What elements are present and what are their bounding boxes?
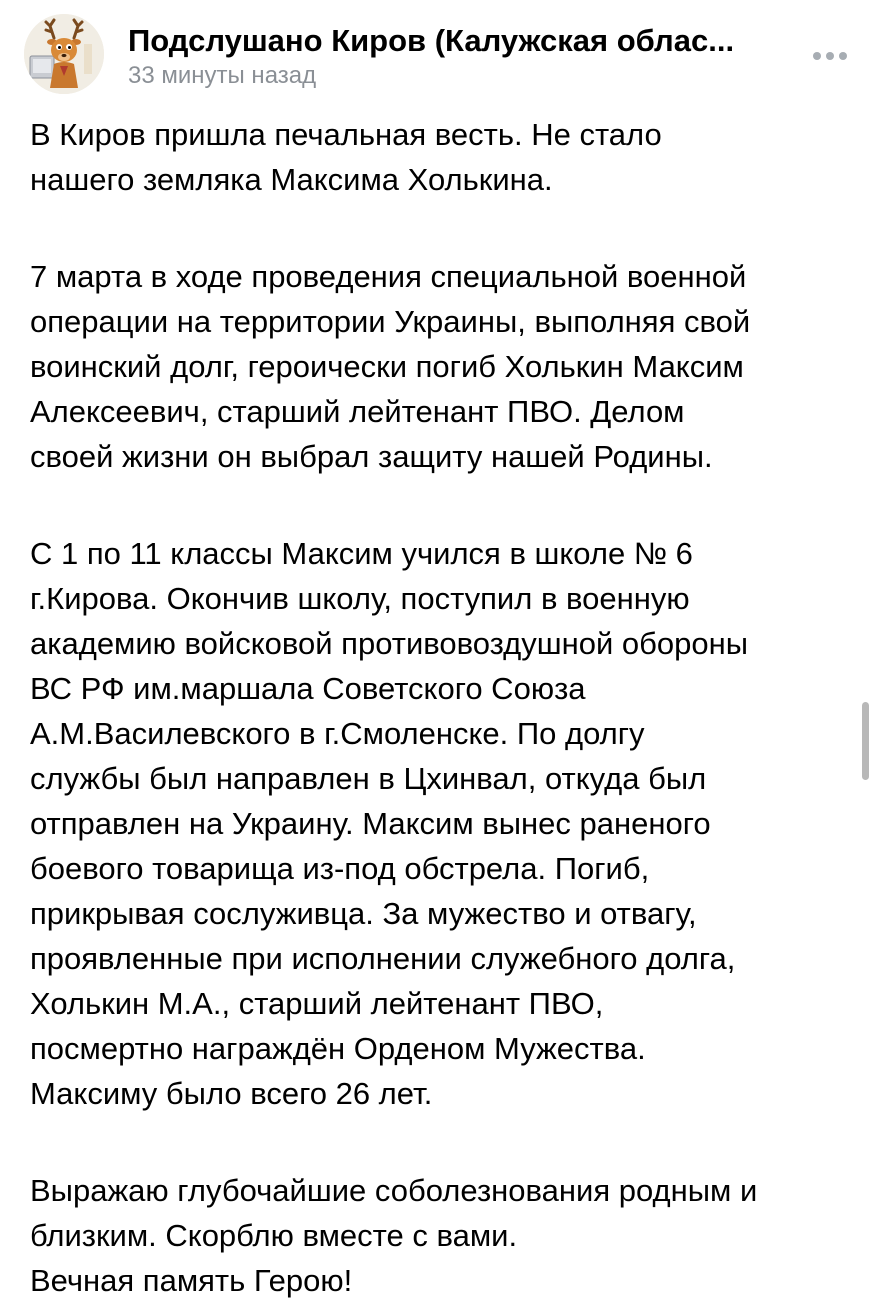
post-paragraph: С 1 по 11 классы Максим учился в школе № 6 г.Кирова. Окончив школу, поступил в военную академию войсковой противовоздушной обороны ВС РФ им.маршала Советского Союза А.М.Василевского в г.Смоленске. По долгу службы был направлен в Цхинвал, откуда был отправлен на Украину. Максим вынес раненого боевого товарища из-под обстрела. Погиб, прикрывая сослуживца. За мужество и отвагу, проявленные при исполнении служебного долга, Холькин М.А., старший лейтенант ПВО, посмертно награждён Орденом Мужества. Максиму было всего 26 лет.: [30, 536, 749, 1111]
post-paragraph: В Киров пришла печальная весть. Не стало нашего земляка Максима Холькина.: [30, 117, 662, 197]
group-avatar[interactable]: [24, 14, 104, 94]
more-horizontal-icon-dot: [826, 52, 834, 60]
deer-mascot-icon: [24, 14, 104, 94]
more-horizontal-icon-dot: [839, 52, 847, 60]
post-paragraph: Выражаю глубочайшие соболезнования родным и близким. Скорблю вместе с вами. Вечная память Герою!: [30, 1173, 758, 1298]
post-header: [24, 14, 854, 94]
post-timestamp: 33 минуты назад: [128, 62, 317, 89]
vertical-scrollbar[interactable]: [862, 702, 869, 780]
more-horizontal-icon: [813, 52, 821, 60]
more-options-button[interactable]: [808, 44, 852, 68]
group-name[interactable]: Подслушано Киров (Калужская облас...: [128, 23, 735, 58]
post-paragraph: 7 марта в ходе проведения специальной военной операции на территории Украины, выполняя свой воинский долг, героически погиб Холькин Максим Алексеевич, старший лейтенант ПВО. Делом своей жизни он выбрал защиту нашей Родины.: [30, 259, 751, 474]
post-text: [30, 112, 845, 1303]
